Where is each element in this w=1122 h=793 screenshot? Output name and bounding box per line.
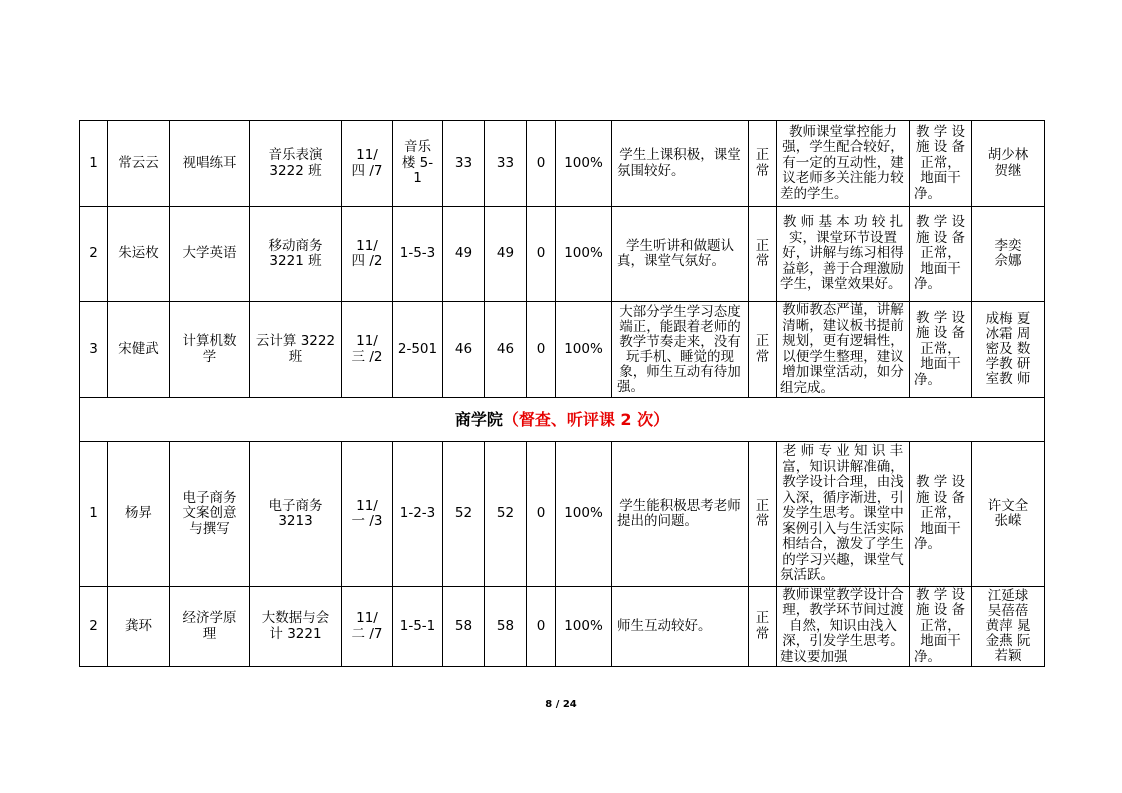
row-number: 3: [80, 302, 108, 398]
actual-count: 52: [485, 442, 527, 587]
supervisor-names: 胡少林 贺继: [972, 121, 1045, 207]
course-name: 计算机数学: [170, 302, 250, 398]
course-name: 大学英语: [170, 207, 250, 302]
teacher-evaluation: 老 师 专 业 知 识 丰 富，知识讲解准确，教学设计合理，由浅入深，循序渐进，引发学生思考。课堂中案例引入与生活实际相结合，激发了学生的学习兴趣，课堂气氛活跃。: [777, 442, 910, 587]
expected-count: 46: [443, 302, 485, 398]
inspection-table: [79, 120, 1045, 667]
teacher-name: 宋健武: [108, 302, 170, 398]
classroom: 1-5-3: [393, 207, 443, 302]
student-status: 学生听讲和做题认真，课堂气氛好。: [612, 207, 749, 302]
teacher-name: 常云云: [108, 121, 170, 207]
facility-status: 教 学 设 施 设 备 正常，地面干净。: [910, 121, 972, 207]
facility-status: 教 学 设 施 设 备 正常，地面干净。: [910, 442, 972, 587]
absent-count: 0: [527, 207, 556, 302]
absent-count: 0: [527, 121, 556, 207]
order-status: 正常: [749, 302, 777, 398]
section-header: [80, 398, 1045, 442]
facility-status: 教 学 设 施 设 备 正常，地面干净。: [910, 587, 972, 667]
supervisor-names: 李奕 佘娜: [972, 207, 1045, 302]
supervisor-names: 许文全 张嵘: [972, 442, 1045, 587]
teacher-evaluation: 教师教态严谨，讲解清晰，建议板书提前规划，更有逻辑性，以便学生整理，建议增加课堂活动，如分组完成。: [777, 302, 910, 398]
class-name: 移动商务 3221 班: [250, 207, 342, 302]
attendance-rate: 100%: [556, 442, 612, 587]
class-name: 大数据与会计 3221: [250, 587, 342, 667]
actual-count: 46: [485, 302, 527, 398]
class-name: 云计算 3222 班: [250, 302, 342, 398]
expected-count: 52: [443, 442, 485, 587]
expected-count: 33: [443, 121, 485, 207]
table-row: [80, 121, 1045, 207]
order-status: 正常: [749, 207, 777, 302]
facility-status: 教 学 设 施 设 备 正常，地面干净。: [910, 207, 972, 302]
class-name: 音乐表演 3222 班: [250, 121, 342, 207]
attendance-rate: 100%: [556, 207, 612, 302]
table-row: [80, 587, 1045, 667]
page-number: 8 / 24: [545, 699, 577, 710]
section-header-row: [80, 398, 1045, 442]
actual-count: 49: [485, 207, 527, 302]
teacher-evaluation: 教师课堂教学设计合理，教学环节间过渡自然，知识由浅入深，引发学生思考。建议要加强: [777, 587, 910, 667]
student-status: 师生互动较好。: [612, 587, 749, 667]
teacher-name: 杨昇: [108, 442, 170, 587]
row-number: 1: [80, 442, 108, 587]
expected-count: 49: [443, 207, 485, 302]
teacher-name: 朱运枚: [108, 207, 170, 302]
classroom: 2-501: [393, 302, 443, 398]
teacher-name: 龚环: [108, 587, 170, 667]
class-time: 11/三 /2: [342, 302, 393, 398]
section-note: （督查、听评课 2 次）: [502, 409, 670, 429]
table-row: [80, 442, 1045, 587]
course-name: 经济学原理: [170, 587, 250, 667]
expected-count: 58: [443, 587, 485, 667]
course-name: 电子商务 文案创意 与撰写: [170, 442, 250, 587]
absent-count: 0: [527, 442, 556, 587]
actual-count: 33: [485, 121, 527, 207]
actual-count: 58: [485, 587, 527, 667]
table-row: [80, 302, 1045, 398]
row-number: 2: [80, 587, 108, 667]
teacher-evaluation: 教 师 基 本 功 较 扎 实，课堂环节设置好，讲解与练习相得益彰，善于合理激励学生，课堂效果好。: [777, 207, 910, 302]
absent-count: 0: [527, 302, 556, 398]
classroom: 音乐楼 5-1: [393, 121, 443, 207]
order-status: 正常: [749, 121, 777, 207]
supervisor-names: 江延球 吴蓓蓓 黄萍 晁金燕 阮若颖: [972, 587, 1045, 667]
section-title: 商学院: [454, 409, 503, 429]
attendance-rate: 100%: [556, 121, 612, 207]
class-time: 11/二 /7: [342, 587, 393, 667]
student-status: 学生上课积极，课堂氛围较好。: [612, 121, 749, 207]
row-number: 2: [80, 207, 108, 302]
absent-count: 0: [527, 587, 556, 667]
class-time: 11/四 /7: [342, 121, 393, 207]
table-row: [80, 207, 1045, 302]
student-status: 学生能积极思考老师提出的问题。: [612, 442, 749, 587]
attendance-rate: 100%: [556, 302, 612, 398]
classroom: 1-5-1: [393, 587, 443, 667]
class-time: 11/一 /3: [342, 442, 393, 587]
student-status: 大部分学生学习态度端正，能跟着老师的教学节奏走来，没有玩手机、睡觉的现象，师生互动有待加强。: [612, 302, 749, 398]
row-number: 1: [80, 121, 108, 207]
course-name: 视唱练耳: [170, 121, 250, 207]
classroom: 1-2-3: [393, 442, 443, 587]
facility-status: 教 学 设 施 设 备 正常，地面干净。: [910, 302, 972, 398]
class-time: 11/四 /2: [342, 207, 393, 302]
order-status: 正常: [749, 587, 777, 667]
attendance-rate: 100%: [556, 587, 612, 667]
order-status: 正常: [749, 442, 777, 587]
class-name: 电子商务 3213: [250, 442, 342, 587]
supervisor-names: 成梅 夏冰霜 周密及 数学教 研室教 师: [972, 302, 1045, 398]
teacher-evaluation: 教师课堂掌控能力强，学生配合较好，有一定的互动性，建议老师多关注能力较差的学生。: [777, 121, 910, 207]
